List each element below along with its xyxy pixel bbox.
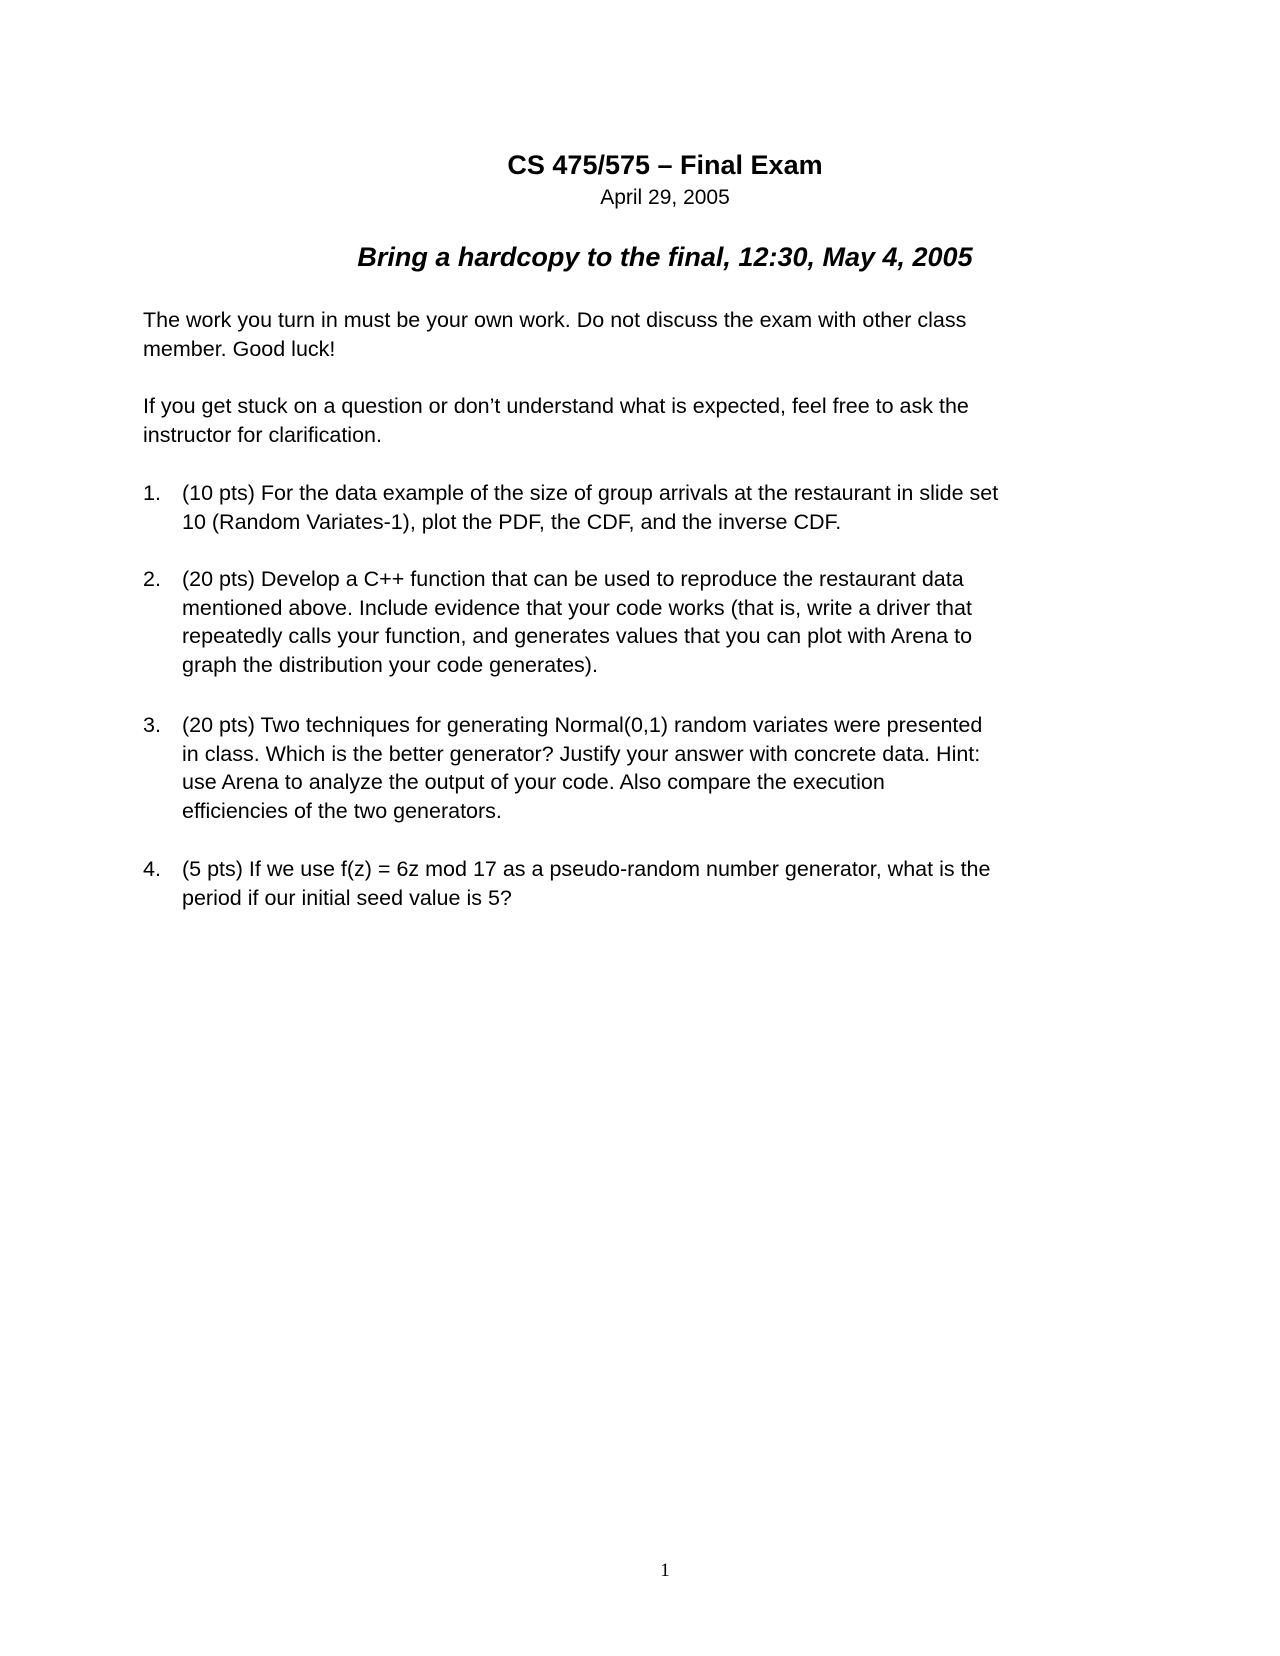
page-number: 1 — [660, 1560, 670, 1581]
text-line: The work you turn in must be your own work. Do not discuss the exam with other class — [143, 308, 967, 332]
text-line: (10 pts) For the data example of the size of group arrivals at the restaurant in slide set — [182, 481, 999, 505]
text-line: instructor for clarification. — [143, 422, 382, 447]
due-notice: Bring a hardcopy to the final, 12:30, May 4, 2005 — [357, 242, 973, 272]
clarification-paragraph — [143, 392, 969, 449]
text-line: in class. Which is the better generator? Justify your answer with concrete data. Hint: — [182, 741, 981, 766]
text-line: efficiencies of the two generators. — [182, 798, 502, 823]
text-line: (20 pts) Two techniques for generating Normal(0,1) random variates were presented — [182, 713, 983, 737]
question-1 — [143, 479, 998, 536]
question-number: 2. — [143, 567, 161, 591]
text-line: repeatedly calls your function, and generates values that you can plot with Arena to — [182, 624, 973, 648]
question-2 — [143, 565, 972, 679]
honor-paragraph — [143, 306, 966, 363]
question-number: 1. — [143, 481, 161, 505]
text-line: period if our initial seed value is 5? — [182, 885, 512, 910]
text-line: 10 (Random Variates-1), plot the PDF, the CDF, and the inverse CDF. — [182, 509, 842, 534]
exam-date: April 29, 2005 — [600, 186, 730, 209]
text-line: (5 pts) If we use f(z) = 6z mod 17 as a pseudo-random number generator, what is the — [182, 857, 991, 881]
exam-title: CS 475/575 – Final Exam — [507, 150, 823, 180]
question-number: 3. — [143, 713, 161, 737]
text-line: member. Good luck! — [143, 336, 336, 361]
question-4 — [143, 855, 990, 912]
text-line: use Arena to analyze the output of your code. Also compare the execution — [182, 770, 885, 794]
text-line: (20 pts) Develop a C++ function that can be used to reproduce the restaurant data — [182, 567, 964, 591]
text-line: mentioned above. Include evidence that your code works (that is, write a driver that — [182, 595, 972, 620]
question-3 — [143, 711, 982, 825]
text-line: graph the distribution your code generates). — [182, 652, 598, 677]
question-number: 4. — [143, 857, 161, 881]
text-line: If you get stuck on a question or don’t understand what is expected, feel free to ask the — [143, 394, 969, 418]
